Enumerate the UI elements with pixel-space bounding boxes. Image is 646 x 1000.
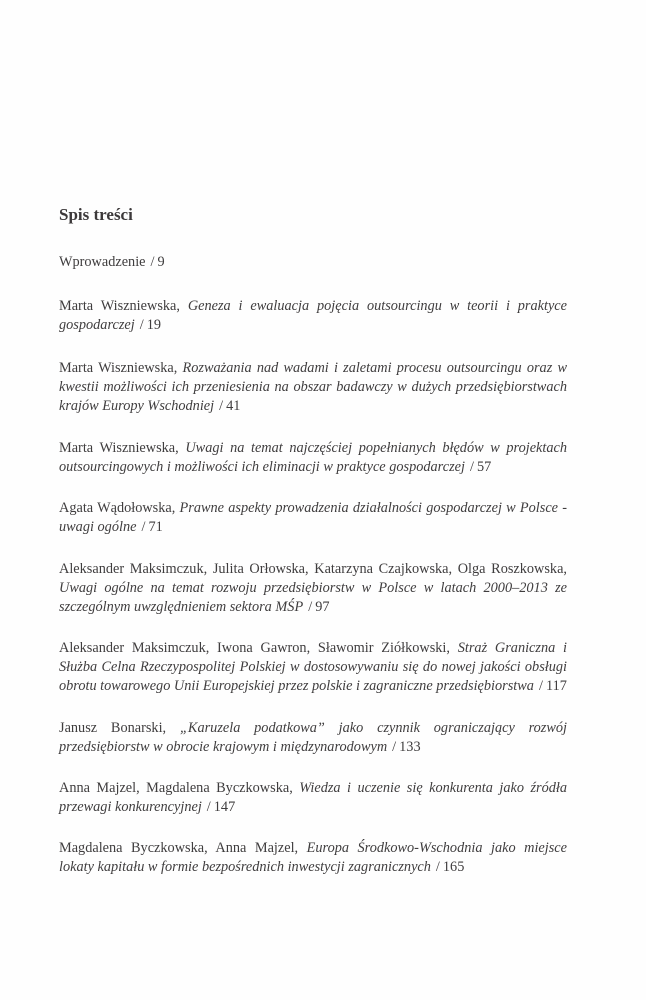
- entry-page: 97: [315, 599, 330, 615]
- entry-title: Straż Graniczna i Służba Celna Rzeczypospolitej Polskiej w dostosowywaniu się do nowej jakości obsługi obrotu towarowego Unii Europejskiej przez polskie i zagraniczne przedsiębiorstwa: [59, 640, 567, 694]
- page-separator: /: [392, 739, 397, 755]
- entry-page: 71: [148, 519, 163, 535]
- entry-page: 9: [157, 254, 165, 270]
- entry-page: 165: [442, 859, 465, 875]
- entry-author: Marta Wiszniewska,: [59, 440, 179, 456]
- entry-title: Uwagi na temat najczęściej popełnianych błędów w projektach outsourcingowych i możliwości ich eliminacji w praktyce gospodarczej: [59, 440, 567, 475]
- toc-entry: [59, 297, 567, 335]
- toc-entry: [59, 839, 567, 877]
- toc-entry: [59, 719, 567, 757]
- page-separator: /: [141, 519, 146, 535]
- entry-title: Wiedza i uczenie się konkurenta jako źródła przewagi konkurencyjnej: [59, 780, 567, 815]
- page-separator: /: [308, 599, 313, 615]
- entry-page: 117: [545, 678, 567, 694]
- entry-author: Janusz Bonarski,: [59, 720, 167, 736]
- entry-author: Aleksander Maksimczuk, Iwona Gawron, Sławomir Ziółkowski,: [59, 640, 450, 656]
- entry-author: Agata Wądołowska,: [59, 500, 176, 516]
- entry-author: Marta Wiszniewska,: [59, 360, 178, 376]
- entry-title: Rozważania nad wadami i zaletami procesu outsourcingu oraz w kwestii możliwości ich przeniesienia na obszar badawczy w dużych przedsiębiorstwach krajów Europy Wschodniej: [59, 360, 567, 414]
- page-separator: /: [469, 459, 474, 475]
- entry-title: Uwagi ogólne na temat rozwoju przedsiębiorstw w Polsce w latach 2000–2013 ze szczególnym uwzględnieniem sektora MŚP: [59, 580, 567, 615]
- entry-title: Prawne aspekty prowadzenia działalności gospodarczej w Polsce - uwagi ogólne: [59, 500, 567, 535]
- entry-title: Geneza i ewaluacja pojęcia outsourcingu w teorii i praktyce gospodarczej: [59, 298, 567, 333]
- toc-entry: [59, 639, 567, 696]
- toc-entry: [59, 779, 567, 817]
- page-separator: /: [150, 254, 155, 270]
- toc-entry: [59, 560, 567, 617]
- toc-entry: [59, 359, 567, 416]
- page-separator: /: [435, 859, 440, 875]
- toc-entry: [59, 499, 567, 537]
- entry-title: Europa Środkowo-Wschodnia jako miejsce lokaty kapitału w formie bezpośrednich inwestycji zagranicznych: [59, 840, 567, 875]
- entry-author: Marta Wiszniewska,: [59, 298, 180, 314]
- entry-page: 19: [146, 317, 161, 333]
- toc-entry: [59, 439, 567, 477]
- entry-page: 133: [399, 739, 421, 755]
- entry-plain-title: Wprowadzenie: [59, 254, 146, 270]
- entry-page: 147: [213, 799, 236, 815]
- entry-author: Aleksander Maksimczuk, Julita Orłowska, Katarzyna Czajkowska, Olga Roszkowska,: [59, 561, 567, 577]
- page-separator: /: [538, 678, 543, 694]
- entry-page: 57: [476, 459, 492, 475]
- entry-page: 41: [226, 398, 241, 414]
- entry-author: Magdalena Byczkowska, Anna Majzel,: [59, 840, 299, 856]
- entry-author: Anna Majzel, Magdalena Byczkowska,: [59, 780, 293, 796]
- entry-title: „Karuzela podatkowa” jako czynnik ograniczający rozwój przedsiębiorstw w obrocie krajowym i międzynarodowym: [59, 720, 568, 755]
- page-separator: /: [139, 317, 144, 333]
- toc-heading: Spis treści: [59, 205, 133, 224]
- page-separator: /: [219, 398, 224, 414]
- page-separator: /: [206, 799, 211, 815]
- toc-entry: [59, 253, 567, 272]
